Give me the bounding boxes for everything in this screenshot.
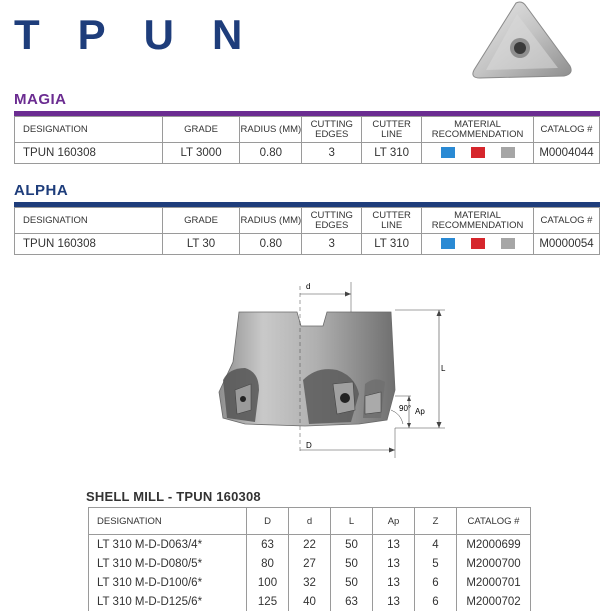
cell-Ap: 13 <box>373 573 415 592</box>
dim-label-L: L <box>441 364 446 373</box>
cell-D: 125 <box>247 592 289 611</box>
material-gray-swatch <box>501 147 515 158</box>
cell-D: 63 <box>247 535 289 555</box>
col-grade: GRADE <box>162 117 240 143</box>
shell-mill-title: SHELL MILL - TPUN 160308 <box>86 489 261 504</box>
cell-L: 50 <box>331 573 373 592</box>
cell-Z: 6 <box>415 592 457 611</box>
cell-Ap: 13 <box>373 592 415 611</box>
cell-line: LT 310 <box>362 143 422 164</box>
cell-designation: LT 310 M-D-D063/4* <box>89 535 247 555</box>
col-designation: DESIGNATION <box>15 208 163 234</box>
cell-d: 32 <box>289 573 331 592</box>
dim-label-d: d <box>306 282 311 291</box>
table-row <box>89 535 531 555</box>
col-designation: DESIGNATION <box>15 117 163 143</box>
magia-table <box>14 116 600 164</box>
material-blue-swatch <box>441 147 455 158</box>
col-designation: DESIGNATION <box>89 508 247 535</box>
page-title: TPUN <box>14 11 281 58</box>
col-material: MATERIAL RECOMMENDATION <box>422 117 534 143</box>
table-header-row <box>15 208 600 234</box>
cell-designation: TPUN 160308 <box>15 143 163 164</box>
cell-designation: LT 310 M-D-D100/6* <box>89 573 247 592</box>
cell-d: 22 <box>289 535 331 555</box>
table-header-row <box>15 117 600 143</box>
col-cutting-edges: CUTTING EDGES <box>302 117 362 143</box>
material-red-swatch <box>471 147 485 158</box>
cell-grade: LT 3000 <box>162 143 240 164</box>
cell-L: 50 <box>331 554 373 573</box>
cell-designation: LT 310 M-D-D125/6* <box>89 592 247 611</box>
col-catalog: CATALOG # <box>457 508 531 535</box>
insert-photo <box>466 0 576 82</box>
col-catalog: CATALOG # <box>534 208 600 234</box>
col-grade: GRADE <box>162 208 240 234</box>
cell-material <box>422 143 534 164</box>
cell-L: 63 <box>331 592 373 611</box>
col-L: L <box>331 508 373 535</box>
cell-catalog: M2000699 <box>457 535 531 555</box>
cell-radius: 0.80 <box>240 143 302 164</box>
material-blue-swatch <box>441 238 455 249</box>
cell-L: 50 <box>331 535 373 555</box>
cell-grade: LT 30 <box>162 234 240 255</box>
cell-Z: 4 <box>415 535 457 555</box>
table-row <box>89 592 531 611</box>
table-header-row <box>89 508 531 535</box>
cell-radius: 0.80 <box>240 234 302 255</box>
cell-catalog: M0000054 <box>534 234 600 255</box>
cell-designation: TPUN 160308 <box>15 234 163 255</box>
col-d: d <box>289 508 331 535</box>
shell-mill-table <box>88 507 531 611</box>
cell-Z: 6 <box>415 573 457 592</box>
col-Z: Z <box>415 508 457 535</box>
table-row <box>15 234 600 255</box>
cell-line: LT 310 <box>362 234 422 255</box>
cell-d: 40 <box>289 592 331 611</box>
col-cutter-line: CUTTER LINE <box>362 208 422 234</box>
section-title-alpha: ALPHA <box>14 182 69 199</box>
cell-Z: 5 <box>415 554 457 573</box>
dim-label-angle: 90° <box>399 404 412 413</box>
cell-edges: 3 <box>302 143 362 164</box>
section-title-magia: MAGIA <box>14 91 67 108</box>
cell-catalog: M2000701 <box>457 573 531 592</box>
alpha-table <box>14 207 600 255</box>
cell-Ap: 13 <box>373 554 415 573</box>
cell-catalog: M2000700 <box>457 554 531 573</box>
cell-designation: LT 310 M-D-D080/5* <box>89 554 247 573</box>
col-catalog: CATALOG # <box>534 117 600 143</box>
col-Ap: Ap <box>373 508 415 535</box>
table-row <box>89 573 531 592</box>
col-material: MATERIAL RECOMMENDATION <box>422 208 534 234</box>
col-cutting-edges: CUTTING EDGES <box>302 208 362 234</box>
material-gray-swatch <box>501 238 515 249</box>
cell-d: 27 <box>289 554 331 573</box>
table-row <box>15 143 600 164</box>
col-radius: RADIUS (MM) <box>240 208 302 234</box>
cell-D: 80 <box>247 554 289 573</box>
dim-label-D: D <box>306 441 312 450</box>
cell-material <box>422 234 534 255</box>
cell-Ap: 13 <box>373 535 415 555</box>
dim-label-ap: Ap <box>415 407 425 416</box>
col-radius: RADIUS (MM) <box>240 117 302 143</box>
col-D: D <box>247 508 289 535</box>
cell-catalog: M0004044 <box>534 143 600 164</box>
material-red-swatch <box>471 238 485 249</box>
table-row <box>89 554 531 573</box>
cell-D: 100 <box>247 573 289 592</box>
col-cutter-line: CUTTER LINE <box>362 117 422 143</box>
cell-edges: 3 <box>302 234 362 255</box>
shell-mill-diagram <box>205 272 465 467</box>
cell-catalog: M2000702 <box>457 592 531 611</box>
